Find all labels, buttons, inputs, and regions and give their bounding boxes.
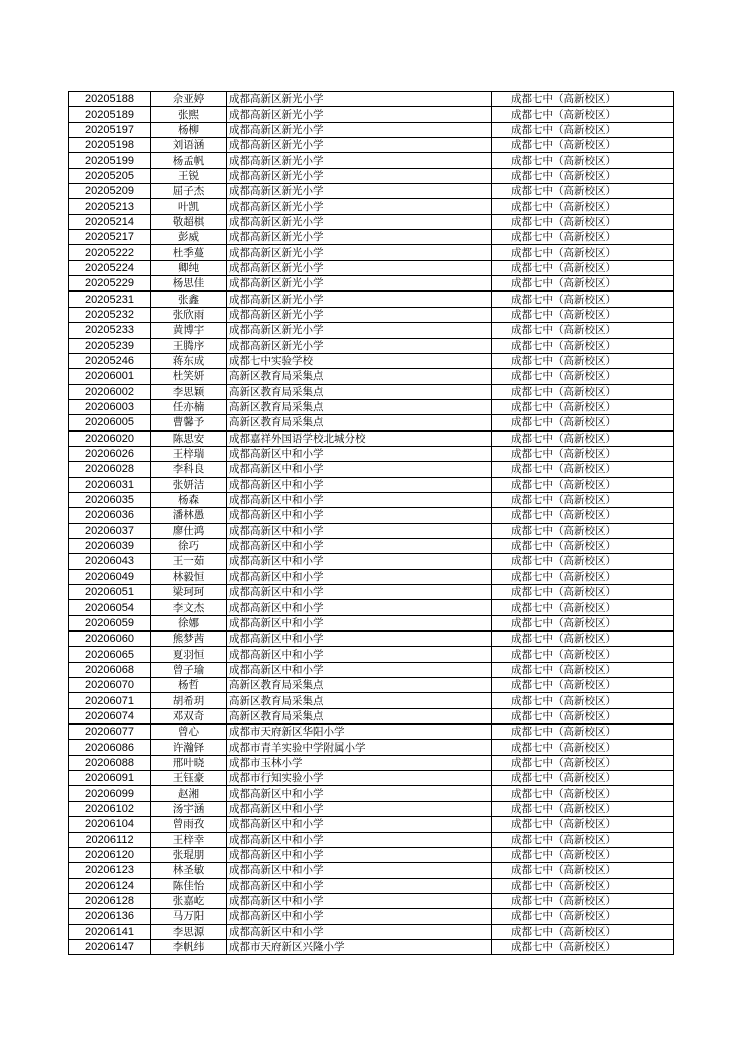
student-name-cell: 陈思安 — [151, 431, 227, 447]
student-name-cell: 杜笑妍 — [151, 369, 227, 384]
student-name-cell: 刘语涵 — [151, 138, 227, 153]
admitted-school-cell: 成都七中（高新校区） — [492, 554, 674, 569]
student-id-cell: 20206039 — [69, 538, 151, 553]
school-cell: 成都高新区中和小学 — [227, 477, 492, 492]
table-row — [69, 924, 674, 939]
school-cell: 成都高新区中和小学 — [227, 909, 492, 924]
student-name-cell: 汤宇涵 — [151, 801, 227, 816]
table-row — [69, 538, 674, 553]
admitted-school-cell: 成都七中（高新校区） — [492, 153, 674, 168]
admitted-school-cell: 成都七中（高新校区） — [492, 724, 674, 740]
school-cell: 成都高新区中和小学 — [227, 801, 492, 816]
table-row — [69, 585, 674, 600]
admitted-school-cell: 成都七中（高新校区） — [492, 184, 674, 199]
table-row — [69, 199, 674, 214]
school-cell: 成都高新区新光小学 — [227, 230, 492, 245]
school-cell: 成都高新区新光小学 — [227, 168, 492, 183]
student-id-cell: 20205205 — [69, 168, 151, 183]
student-id-cell: 20206049 — [69, 569, 151, 584]
admitted-school-cell: 成都七中（高新校区） — [492, 647, 674, 662]
student-id-cell: 20206020 — [69, 431, 151, 447]
student-id-cell: 20206136 — [69, 909, 151, 924]
table-row — [69, 323, 674, 338]
school-cell: 成都市玉林小学 — [227, 755, 492, 770]
student-name-cell: 邢叶晓 — [151, 755, 227, 770]
student-id-cell: 20206088 — [69, 755, 151, 770]
student-name-cell: 陈佳怡 — [151, 878, 227, 893]
school-cell: 高新区教育局采集点 — [227, 399, 492, 414]
student-name-cell: 邓双奇 — [151, 708, 227, 724]
admitted-school-cell: 成都七中（高新校区） — [492, 939, 674, 954]
admitted-school-cell: 成都七中（高新校区） — [492, 924, 674, 939]
student-id-cell: 20205222 — [69, 245, 151, 260]
student-name-cell: 杨柳 — [151, 122, 227, 137]
student-id-cell: 20206028 — [69, 462, 151, 477]
student-id-cell: 20205214 — [69, 214, 151, 229]
table-row — [69, 230, 674, 245]
student-id-cell: 20206147 — [69, 939, 151, 954]
table-row — [69, 662, 674, 677]
admitted-school-cell: 成都七中（高新校区） — [492, 384, 674, 399]
student-id-cell: 20206068 — [69, 662, 151, 677]
table-row — [69, 508, 674, 523]
student-id-cell: 20205217 — [69, 230, 151, 245]
student-name-cell: 卿纯 — [151, 260, 227, 275]
school-cell: 成都高新区中和小学 — [227, 631, 492, 647]
school-cell: 成都高新区新光小学 — [227, 214, 492, 229]
table-row — [69, 909, 674, 924]
table-row — [69, 863, 674, 878]
admitted-school-cell: 成都七中（高新校区） — [492, 847, 674, 862]
student-name-cell: 任亦楠 — [151, 399, 227, 414]
student-name-cell: 徐巧 — [151, 538, 227, 553]
admitted-school-cell: 成都七中（高新校区） — [492, 369, 674, 384]
table-row — [69, 693, 674, 708]
student-name-cell: 王梓幸 — [151, 832, 227, 847]
school-cell: 成都市天府新区华阳小学 — [227, 724, 492, 740]
admitted-school-cell: 成都七中（高新校区） — [492, 199, 674, 214]
table-row — [69, 878, 674, 893]
admitted-school-cell: 成都七中（高新校区） — [492, 801, 674, 816]
student-id-cell: 20205229 — [69, 276, 151, 292]
student-name-cell: 佘亚婷 — [151, 92, 227, 107]
admitted-school-cell: 成都七中（高新校区） — [492, 492, 674, 507]
table-row — [69, 122, 674, 137]
school-cell: 高新区教育局采集点 — [227, 693, 492, 708]
school-cell: 成都高新区中和小学 — [227, 662, 492, 677]
student-id-cell: 20206054 — [69, 600, 151, 615]
student-id-cell: 20205198 — [69, 138, 151, 153]
student-id-cell: 20206031 — [69, 477, 151, 492]
student-name-cell: 廖仕鸿 — [151, 523, 227, 538]
school-cell: 成都高新区中和小学 — [227, 863, 492, 878]
table-row — [69, 415, 674, 431]
school-cell: 成都高新区中和小学 — [227, 492, 492, 507]
admission-table-body — [69, 92, 674, 955]
admitted-school-cell: 成都七中（高新校区） — [492, 107, 674, 122]
student-id-cell: 20206060 — [69, 631, 151, 647]
admitted-school-cell: 成都七中（高新校区） — [492, 708, 674, 724]
school-cell: 成都高新区中和小学 — [227, 523, 492, 538]
table-row — [69, 554, 674, 569]
student-id-cell: 20206003 — [69, 399, 151, 414]
school-cell: 成都高新区中和小学 — [227, 786, 492, 801]
admitted-school-cell: 成都七中（高新校区） — [492, 122, 674, 137]
school-cell: 成都高新区中和小学 — [227, 508, 492, 523]
table-row — [69, 462, 674, 477]
student-name-cell: 徐娜 — [151, 615, 227, 631]
student-id-cell: 20206043 — [69, 554, 151, 569]
table-row — [69, 138, 674, 153]
school-cell: 成都高新区中和小学 — [227, 847, 492, 862]
admitted-school-cell: 成都七中（高新校区） — [492, 276, 674, 292]
admitted-school-cell: 成都七中（高新校区） — [492, 462, 674, 477]
student-id-cell: 20205232 — [69, 307, 151, 322]
student-name-cell: 敬超棋 — [151, 214, 227, 229]
school-cell: 成都高新区新光小学 — [227, 138, 492, 153]
student-name-cell: 曾心 — [151, 724, 227, 740]
student-name-cell: 曹馨予 — [151, 415, 227, 431]
table-row — [69, 801, 674, 816]
table-row — [69, 939, 674, 954]
table-row — [69, 647, 674, 662]
student-id-cell: 20206070 — [69, 678, 151, 693]
student-name-cell: 张欣雨 — [151, 307, 227, 322]
student-id-cell: 20206128 — [69, 893, 151, 908]
student-id-cell: 20205197 — [69, 122, 151, 137]
table-row — [69, 600, 674, 615]
student-name-cell: 张鑫 — [151, 291, 227, 307]
school-cell: 成都市行知实验小学 — [227, 771, 492, 786]
admitted-school-cell: 成都七中（高新校区） — [492, 878, 674, 893]
table-row — [69, 214, 674, 229]
student-name-cell: 李文杰 — [151, 600, 227, 615]
student-name-cell: 林毅恒 — [151, 569, 227, 584]
admitted-school-cell: 成都七中（高新校区） — [492, 909, 674, 924]
admitted-school-cell: 成都七中（高新校区） — [492, 693, 674, 708]
table-row — [69, 817, 674, 832]
school-cell: 成都高新区中和小学 — [227, 585, 492, 600]
admission-table — [68, 91, 674, 955]
admitted-school-cell: 成都七中（高新校区） — [492, 523, 674, 538]
table-row — [69, 92, 674, 107]
admitted-school-cell: 成都七中（高新校区） — [492, 755, 674, 770]
school-cell: 成都嘉祥外国语学校北城分校 — [227, 431, 492, 447]
table-row — [69, 431, 674, 447]
admitted-school-cell: 成都七中（高新校区） — [492, 832, 674, 847]
admitted-school-cell: 成都七中（高新校区） — [492, 817, 674, 832]
table-row — [69, 786, 674, 801]
table-row — [69, 168, 674, 183]
student-name-cell: 林圣敏 — [151, 863, 227, 878]
school-cell: 成都高新区新光小学 — [227, 199, 492, 214]
admitted-school-cell: 成都七中（高新校区） — [492, 399, 674, 414]
school-cell: 成都高新区中和小学 — [227, 832, 492, 847]
student-id-cell: 20206086 — [69, 740, 151, 755]
admitted-school-cell: 成都七中（高新校区） — [492, 291, 674, 307]
admitted-school-cell: 成都七中（高新校区） — [492, 431, 674, 447]
student-id-cell: 20206051 — [69, 585, 151, 600]
student-id-cell: 20205188 — [69, 92, 151, 107]
admitted-school-cell: 成都七中（高新校区） — [492, 569, 674, 584]
student-name-cell: 叶凯 — [151, 199, 227, 214]
student-name-cell: 李思源 — [151, 924, 227, 939]
student-id-cell: 20206120 — [69, 847, 151, 862]
student-id-cell: 20206123 — [69, 863, 151, 878]
student-id-cell: 20206005 — [69, 415, 151, 431]
student-name-cell: 曾子瑜 — [151, 662, 227, 677]
admitted-school-cell: 成都七中（高新校区） — [492, 230, 674, 245]
table-row — [69, 615, 674, 631]
student-name-cell: 王梓瑞 — [151, 446, 227, 461]
student-name-cell: 许瀚铎 — [151, 740, 227, 755]
admitted-school-cell: 成都七中（高新校区） — [492, 353, 674, 368]
student-name-cell: 潘林愚 — [151, 508, 227, 523]
school-cell: 成都高新区中和小学 — [227, 878, 492, 893]
school-cell: 成都高新区新光小学 — [227, 153, 492, 168]
table-row — [69, 678, 674, 693]
student-id-cell: 20206037 — [69, 523, 151, 538]
student-name-cell: 王一茹 — [151, 554, 227, 569]
student-id-cell: 20205189 — [69, 107, 151, 122]
school-cell: 成都七中实验学校 — [227, 353, 492, 368]
school-cell: 成都高新区中和小学 — [227, 600, 492, 615]
table-row — [69, 153, 674, 168]
school-cell: 成都高新区新光小学 — [227, 245, 492, 260]
student-name-cell: 杨思佳 — [151, 276, 227, 292]
table-row — [69, 107, 674, 122]
table-row — [69, 307, 674, 322]
student-id-cell: 20206124 — [69, 878, 151, 893]
school-cell: 成都高新区中和小学 — [227, 538, 492, 553]
student-id-cell: 20205224 — [69, 260, 151, 275]
table-row — [69, 832, 674, 847]
table-row — [69, 291, 674, 307]
student-name-cell: 王腾序 — [151, 338, 227, 353]
admitted-school-cell: 成都七中（高新校区） — [492, 508, 674, 523]
student-name-cell: 杨哲 — [151, 678, 227, 693]
student-id-cell: 20205239 — [69, 338, 151, 353]
school-cell: 成都高新区中和小学 — [227, 893, 492, 908]
student-name-cell: 屈子杰 — [151, 184, 227, 199]
table-row — [69, 260, 674, 275]
admitted-school-cell: 成都七中（高新校区） — [492, 446, 674, 461]
admitted-school-cell: 成都七中（高新校区） — [492, 307, 674, 322]
table-row — [69, 492, 674, 507]
table-row — [69, 353, 674, 368]
admitted-school-cell: 成都七中（高新校区） — [492, 893, 674, 908]
student-name-cell: 黄博宇 — [151, 323, 227, 338]
admitted-school-cell: 成都七中（高新校区） — [492, 214, 674, 229]
school-cell: 成都高新区中和小学 — [227, 446, 492, 461]
admitted-school-cell: 成都七中（高新校区） — [492, 477, 674, 492]
student-name-cell: 梁珂珂 — [151, 585, 227, 600]
school-cell: 成都高新区新光小学 — [227, 184, 492, 199]
student-name-cell: 熊梦茜 — [151, 631, 227, 647]
school-cell: 成都高新区中和小学 — [227, 924, 492, 939]
student-id-cell: 20205213 — [69, 199, 151, 214]
table-row — [69, 893, 674, 908]
student-name-cell: 张嘉屹 — [151, 893, 227, 908]
student-name-cell: 夏羽恒 — [151, 647, 227, 662]
school-cell: 成都高新区新光小学 — [227, 323, 492, 338]
school-cell: 成都高新区新光小学 — [227, 122, 492, 137]
table-row — [69, 569, 674, 584]
school-cell: 成都高新区中和小学 — [227, 817, 492, 832]
school-cell: 高新区教育局采集点 — [227, 369, 492, 384]
student-name-cell: 张熙 — [151, 107, 227, 122]
school-cell: 成都高新区中和小学 — [227, 462, 492, 477]
table-row — [69, 771, 674, 786]
student-id-cell: 20206102 — [69, 801, 151, 816]
student-name-cell: 王钰豪 — [151, 771, 227, 786]
table-row — [69, 369, 674, 384]
student-id-cell: 20205246 — [69, 353, 151, 368]
admitted-school-cell: 成都七中（高新校区） — [492, 786, 674, 801]
admitted-school-cell: 成都七中（高新校区） — [492, 740, 674, 755]
admitted-school-cell: 成都七中（高新校区） — [492, 92, 674, 107]
table-row — [69, 724, 674, 740]
student-id-cell: 20206112 — [69, 832, 151, 847]
school-cell: 成都高新区新光小学 — [227, 307, 492, 322]
student-name-cell: 李帆纬 — [151, 939, 227, 954]
admitted-school-cell: 成都七中（高新校区） — [492, 662, 674, 677]
school-cell: 成都高新区新光小学 — [227, 338, 492, 353]
student-id-cell: 20206141 — [69, 924, 151, 939]
admitted-school-cell: 成都七中（高新校区） — [492, 615, 674, 631]
student-id-cell: 20206104 — [69, 817, 151, 832]
table-row — [69, 740, 674, 755]
student-name-cell: 赵湘 — [151, 786, 227, 801]
student-name-cell: 张琨朋 — [151, 847, 227, 862]
admitted-school-cell: 成都七中（高新校区） — [492, 415, 674, 431]
admitted-school-cell: 成都七中（高新校区） — [492, 631, 674, 647]
student-name-cell: 王锐 — [151, 168, 227, 183]
table-row — [69, 477, 674, 492]
school-cell: 成都高新区新光小学 — [227, 276, 492, 292]
school-cell: 成都高新区中和小学 — [227, 647, 492, 662]
student-id-cell: 20206074 — [69, 708, 151, 724]
student-id-cell: 20206071 — [69, 693, 151, 708]
school-cell: 成都高新区中和小学 — [227, 554, 492, 569]
admitted-school-cell: 成都七中（高新校区） — [492, 600, 674, 615]
admitted-school-cell: 成都七中（高新校区） — [492, 863, 674, 878]
student-id-cell: 20206036 — [69, 508, 151, 523]
student-name-cell: 张妍洁 — [151, 477, 227, 492]
admitted-school-cell: 成都七中（高新校区） — [492, 138, 674, 153]
admitted-school-cell: 成都七中（高新校区） — [492, 260, 674, 275]
school-cell: 高新区教育局采集点 — [227, 708, 492, 724]
student-id-cell: 20205233 — [69, 323, 151, 338]
table-row — [69, 399, 674, 414]
student-id-cell: 20206099 — [69, 786, 151, 801]
school-cell: 成都市天府新区兴隆小学 — [227, 939, 492, 954]
table-row — [69, 631, 674, 647]
school-cell: 成都高新区新光小学 — [227, 107, 492, 122]
student-name-cell: 杨孟帆 — [151, 153, 227, 168]
school-cell: 高新区教育局采集点 — [227, 415, 492, 431]
student-name-cell: 杨森 — [151, 492, 227, 507]
student-name-cell: 彭威 — [151, 230, 227, 245]
school-cell: 成都高新区新光小学 — [227, 291, 492, 307]
table-row — [69, 847, 674, 862]
student-name-cell: 杜季蔓 — [151, 245, 227, 260]
admitted-school-cell: 成都七中（高新校区） — [492, 323, 674, 338]
student-name-cell: 蒋东成 — [151, 353, 227, 368]
student-id-cell: 20206077 — [69, 724, 151, 740]
student-id-cell: 20206001 — [69, 369, 151, 384]
school-cell: 成都高新区新光小学 — [227, 92, 492, 107]
student-id-cell: 20205199 — [69, 153, 151, 168]
table-row — [69, 245, 674, 260]
admitted-school-cell: 成都七中（高新校区） — [492, 168, 674, 183]
student-name-cell: 曾雨孜 — [151, 817, 227, 832]
table-row — [69, 708, 674, 724]
student-id-cell: 20206035 — [69, 492, 151, 507]
admitted-school-cell: 成都七中（高新校区） — [492, 771, 674, 786]
table-row — [69, 755, 674, 770]
student-name-cell: 李思颖 — [151, 384, 227, 399]
admitted-school-cell: 成都七中（高新校区） — [492, 245, 674, 260]
school-cell: 成都高新区中和小学 — [227, 569, 492, 584]
student-id-cell: 20206065 — [69, 647, 151, 662]
student-name-cell: 马万阳 — [151, 909, 227, 924]
student-id-cell: 20205209 — [69, 184, 151, 199]
student-id-cell: 20206026 — [69, 446, 151, 461]
table-row — [69, 446, 674, 461]
student-id-cell: 20205231 — [69, 291, 151, 307]
admitted-school-cell: 成都七中（高新校区） — [492, 585, 674, 600]
admitted-school-cell: 成都七中（高新校区） — [492, 538, 674, 553]
student-id-cell: 20206002 — [69, 384, 151, 399]
table-row — [69, 338, 674, 353]
admitted-school-cell: 成都七中（高新校区） — [492, 678, 674, 693]
school-cell: 成都高新区新光小学 — [227, 260, 492, 275]
admitted-school-cell: 成都七中（高新校区） — [492, 338, 674, 353]
school-cell: 高新区教育局采集点 — [227, 678, 492, 693]
table-row — [69, 184, 674, 199]
student-name-cell: 胡希玥 — [151, 693, 227, 708]
student-id-cell: 20206091 — [69, 771, 151, 786]
student-name-cell: 李科良 — [151, 462, 227, 477]
table-row — [69, 276, 674, 292]
school-cell: 成都高新区中和小学 — [227, 615, 492, 631]
student-id-cell: 20206059 — [69, 615, 151, 631]
table-row — [69, 384, 674, 399]
school-cell: 高新区教育局采集点 — [227, 384, 492, 399]
table-row — [69, 523, 674, 538]
school-cell: 成都市青羊实验中学附属小学 — [227, 740, 492, 755]
